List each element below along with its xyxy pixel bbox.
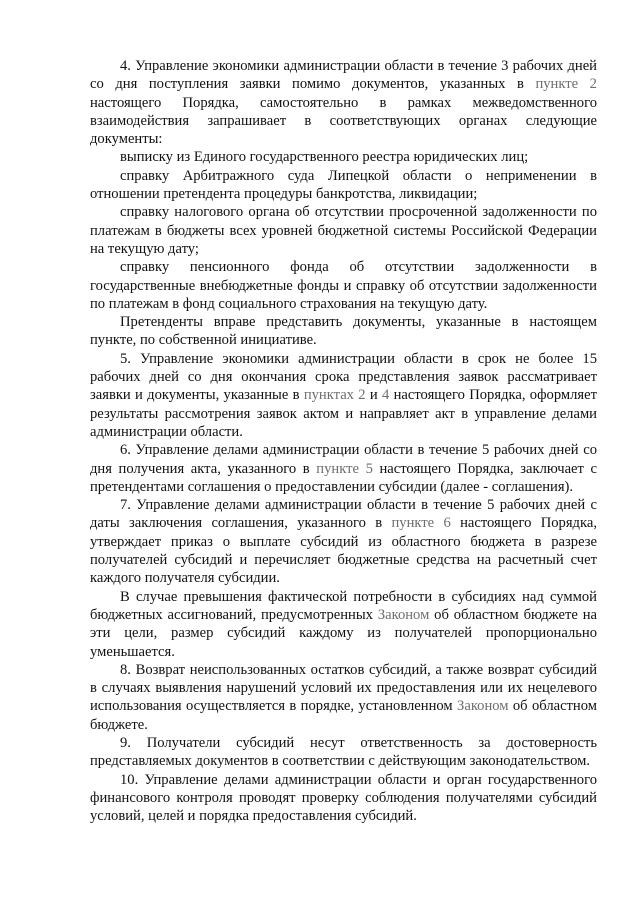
paragraph-text: выписку из Единого государственного реестра юридических лиц; bbox=[120, 149, 529, 166]
document-reference-link[interactable]: пункте 5 bbox=[316, 460, 373, 477]
paragraph-text: настоящего Порядка, заключает с претендентами соглашения о предоставлении субсидии (далее - соглашения). bbox=[90, 460, 597, 495]
paragraph-text: 8. Возврат неиспользованных остатков субсидий, а также возврат субсидий в случаях выявления нарушений условий их предоставления или их нецелевого использования осуществляется в порядке, установленном bbox=[90, 661, 597, 715]
paragraph-8 bbox=[90, 441, 597, 496]
paragraph-2 bbox=[90, 148, 597, 166]
paragraph-3 bbox=[90, 167, 597, 204]
paragraph-text: 7. Управление делами администрации области в течение 5 рабочих дней с даты заключения соглашения, указанного в bbox=[90, 497, 597, 532]
document-page bbox=[90, 57, 597, 825]
paragraph-9 bbox=[90, 496, 597, 587]
paragraph-10 bbox=[90, 588, 597, 661]
paragraph-text: об областном бюджете на эти цели, размер субсидий каждому из получателей пропорционально уменьшается. bbox=[90, 606, 598, 660]
paragraph-text: справку налогового органа об отсутствии просроченной задолженности по платежам в бюджеты всех уровней бюджетной системы Российской Федерации на текущую дату; bbox=[90, 204, 597, 257]
paragraph-text: об областном бюджете. bbox=[90, 698, 597, 733]
paragraph-text: настоящего Порядка, утверждает приказ о выплате субсидий из областного бюджета в разрезе получателей субсидий и перечисляет бюджетные средства на расчетный счет каждого получателя субсидии. bbox=[90, 515, 597, 587]
paragraph-text: В случае превышения фактической потребности в субсидиях над суммой бюджетных ассигнований, предусмотренных bbox=[90, 588, 597, 623]
paragraph-text: настоящего Порядка, самостоятельно в рамках межведомственного взаимодействия запрашивает в соответствующих органах следующие документы: bbox=[90, 94, 597, 148]
paragraph-text: и bbox=[365, 387, 382, 404]
paragraph-13 bbox=[90, 771, 597, 826]
paragraph-text: Претенденты вправе представить документы, указанные в настоящем пункте, по собственной инициативе. bbox=[90, 314, 597, 349]
paragraph-6 bbox=[90, 313, 597, 350]
paragraph-text: справку Арбитражного суда Липецкой области о неприменении в отношении претендента процедуры банкротства, ликвидации; bbox=[90, 167, 597, 203]
paragraph-5 bbox=[90, 258, 597, 313]
document-reference-link[interactable]: пункте 2 bbox=[535, 76, 597, 93]
paragraph-text: 6. Управление делами администрации области в течение 5 рабочих дней со дня получения акта, указанного в bbox=[90, 442, 597, 477]
paragraph-text: настоящего Порядка, оформляет результаты рассмотрения заявок актом и направляет акт в управление делами администрации области. bbox=[90, 387, 597, 440]
paragraph-text: 5. Управление экономики администрации области в срок не более 15 рабочих дней со дня окончания срока представления заявок рассматривает заявки и документы, указанные в bbox=[90, 350, 597, 404]
document-reference-link[interactable]: 4 bbox=[382, 387, 390, 404]
paragraph-1 bbox=[90, 57, 597, 148]
paragraph-4 bbox=[90, 203, 597, 258]
document-reference-link[interactable]: Законом bbox=[457, 698, 509, 715]
document-reference-link[interactable]: пунктах 2 bbox=[303, 387, 366, 404]
document-reference-link[interactable]: пункте 6 bbox=[391, 515, 451, 532]
paragraph-12 bbox=[90, 734, 597, 771]
paragraph-11 bbox=[90, 661, 597, 734]
paragraph-7 bbox=[90, 350, 597, 441]
paragraph-text: 4. Управление экономики администрации области в течение 3 рабочих дней со дня поступления заявки помимо документов, указанных в bbox=[90, 58, 597, 93]
paragraph-text: 9. Получатели субсидий несут ответственность за достоверность представляемых документов в соответствии с действующим законодательством. bbox=[90, 734, 597, 770]
document-reference-link[interactable]: Законом bbox=[377, 606, 430, 623]
paragraph-text: 10. Управление делами администрации области и орган государственного финансового контроля проводят проверку соблюдения получателями субсидий условий, целей и порядка предоставления субсидий. bbox=[90, 771, 597, 825]
paragraph-text: справку пенсионного фонда об отсутствии задолженности в государственные внебюджетные фонды и справку об отсутствии задолженности по платежам в фонд социального страхования на текущую дату. bbox=[90, 259, 597, 312]
